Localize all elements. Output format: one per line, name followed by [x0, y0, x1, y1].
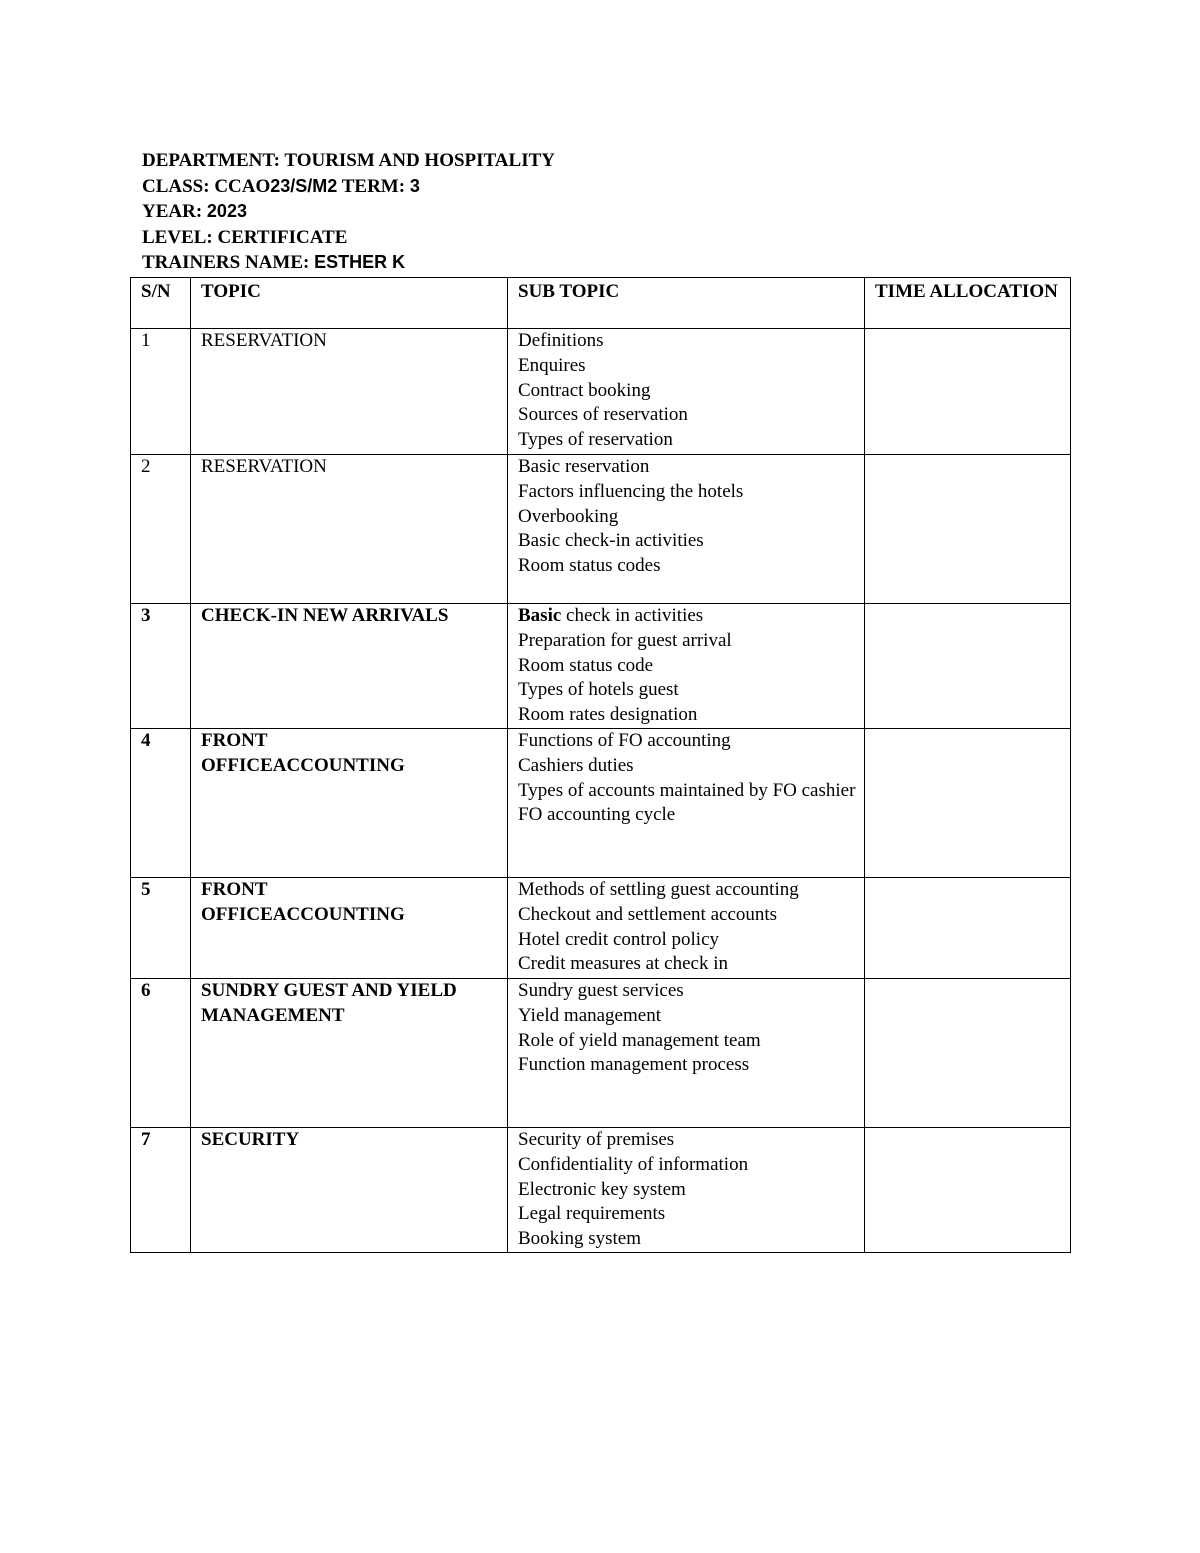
- department-line: [142, 148, 1042, 174]
- subtopic-cell: [508, 729, 865, 878]
- subtopic-item: Room status code: [518, 654, 654, 676]
- topic-cell: CHECK-IN NEW ARRIVALS: [191, 604, 508, 729]
- subtopic-rest: check in activities: [561, 605, 704, 626]
- subtopic-item: Types of reservation: [518, 429, 673, 451]
- table-row: [131, 455, 1071, 604]
- subtopic-item: Sundry guest services: [518, 980, 684, 1001]
- table-row: [131, 979, 1071, 1128]
- subtopic-item: Role of yield management team: [518, 1029, 761, 1051]
- subtopic-item: Overbooking: [518, 505, 619, 527]
- table-row: [131, 329, 1071, 455]
- subtopic-item: Definitions: [518, 330, 604, 351]
- subtopic-item: Checkout and settlement accounts: [518, 903, 778, 925]
- subtopic-item: Function management process: [518, 1054, 750, 1076]
- subtopic-cell: [508, 329, 865, 455]
- subtopic-item: Basic check-in activities: [518, 530, 704, 552]
- subtopic-lead-bold: Basic: [518, 605, 562, 626]
- subtopic-item: Types of accounts maintained by FO cashier: [518, 779, 856, 801]
- class-line: [142, 174, 1042, 200]
- time-allocation-cell: [865, 1128, 1071, 1253]
- time-allocation-cell: [865, 729, 1071, 878]
- subtopic-item: Electronic key system: [518, 1178, 686, 1200]
- term-label: TERM:: [337, 175, 410, 197]
- department-label: DEPARTMENT: TOURISM AND HOSPITALITY: [142, 150, 555, 171]
- subtopic-item: Room rates designation: [518, 704, 698, 726]
- trainer-line: [142, 250, 1042, 276]
- level-label: LEVEL: CERTIFICATE: [142, 226, 348, 248]
- subtopic-item: Preparation for guest arrival: [518, 629, 732, 651]
- time-allocation-cell: [865, 329, 1071, 455]
- trainer-label: TRAINERS NAME:: [142, 252, 315, 273]
- subtopic-item: Cashiers duties: [518, 754, 634, 776]
- subtopic-item: Sources of reservation: [518, 404, 688, 426]
- sn-cell: 4: [131, 729, 191, 878]
- time-allocation-cell: [865, 455, 1071, 604]
- table-row: [131, 878, 1071, 979]
- subtopic-cell: [508, 604, 865, 729]
- year-value: 2023: [206, 201, 247, 221]
- subtopic-cell: [508, 979, 865, 1128]
- sn-cell: 3: [131, 604, 191, 729]
- subtopic-item: Basic reservation: [518, 456, 650, 477]
- time-allocation-cell: [865, 878, 1071, 979]
- scheme-table: [130, 277, 1071, 1253]
- subtopic-item: Functions of FO accounting: [518, 730, 731, 751]
- document-header: [142, 148, 1042, 276]
- subtopic-item: Room status codes: [518, 555, 661, 577]
- year-line: [142, 199, 1042, 225]
- column-header-time-allocation: TIME ALLOCATION: [865, 278, 1071, 329]
- topic-cell: SECURITY: [191, 1128, 508, 1253]
- sn-cell: 5: [131, 878, 191, 979]
- table-row: [131, 1128, 1071, 1253]
- subtopic-item: Hotel credit control policy: [518, 928, 720, 950]
- subtopic-item: Legal requirements: [518, 1203, 666, 1225]
- year-label: YEAR:: [142, 201, 207, 222]
- table-row: [131, 604, 1071, 729]
- topic-cell: FRONT OFFICEACCOUNTING: [191, 878, 508, 979]
- class-value: 23/S/M2: [270, 175, 338, 196]
- table-row: [131, 729, 1071, 878]
- table-header-row: [131, 278, 1071, 329]
- subtopic-item: Types of hotels guest: [518, 679, 679, 701]
- topic-cell: RESERVATION: [191, 329, 508, 455]
- sn-cell: 1: [131, 329, 191, 455]
- time-allocation-cell: [865, 979, 1071, 1128]
- column-header-subtopic: SUB TOPIC: [508, 278, 865, 329]
- sn-cell: 6: [131, 979, 191, 1128]
- subtopic-item: Yield management: [518, 1004, 661, 1026]
- subtopic-item: Enquires: [518, 354, 586, 376]
- column-header-topic: TOPIC: [191, 278, 508, 329]
- subtopic-item: Factors influencing the hotels: [518, 480, 744, 502]
- column-header-sn: S/N: [131, 278, 191, 329]
- subtopic-item: [518, 604, 864, 629]
- subtopic-item: FO accounting cycle: [518, 804, 676, 826]
- subtopic-item: Methods of settling guest accounting: [518, 879, 799, 900]
- topic-cell: SUNDRY GUEST AND YIELD MANAGEMENT: [191, 979, 508, 1128]
- subtopic-cell: [508, 878, 865, 979]
- subtopic-item: Confidentiality of information: [518, 1153, 749, 1175]
- level-line: [142, 225, 1042, 251]
- subtopic-item: Booking system: [518, 1228, 641, 1250]
- sn-cell: 2: [131, 455, 191, 604]
- topic-cell: RESERVATION: [191, 455, 508, 604]
- subtopic-cell: [508, 455, 865, 604]
- subtopic-item: Security of premises: [518, 1129, 675, 1150]
- subtopic-item: Credit measures at check in: [518, 953, 728, 975]
- topic-cell: FRONT OFFICEACCOUNTING: [191, 729, 508, 878]
- term-value: 3: [409, 175, 420, 196]
- trainer-value: ESTHER K: [314, 252, 406, 272]
- subtopic-item: Contract booking: [518, 379, 651, 401]
- sn-cell: 7: [131, 1128, 191, 1253]
- class-label: CLASS: CCAO: [142, 175, 271, 197]
- subtopic-cell: [508, 1128, 865, 1253]
- time-allocation-cell: [865, 604, 1071, 729]
